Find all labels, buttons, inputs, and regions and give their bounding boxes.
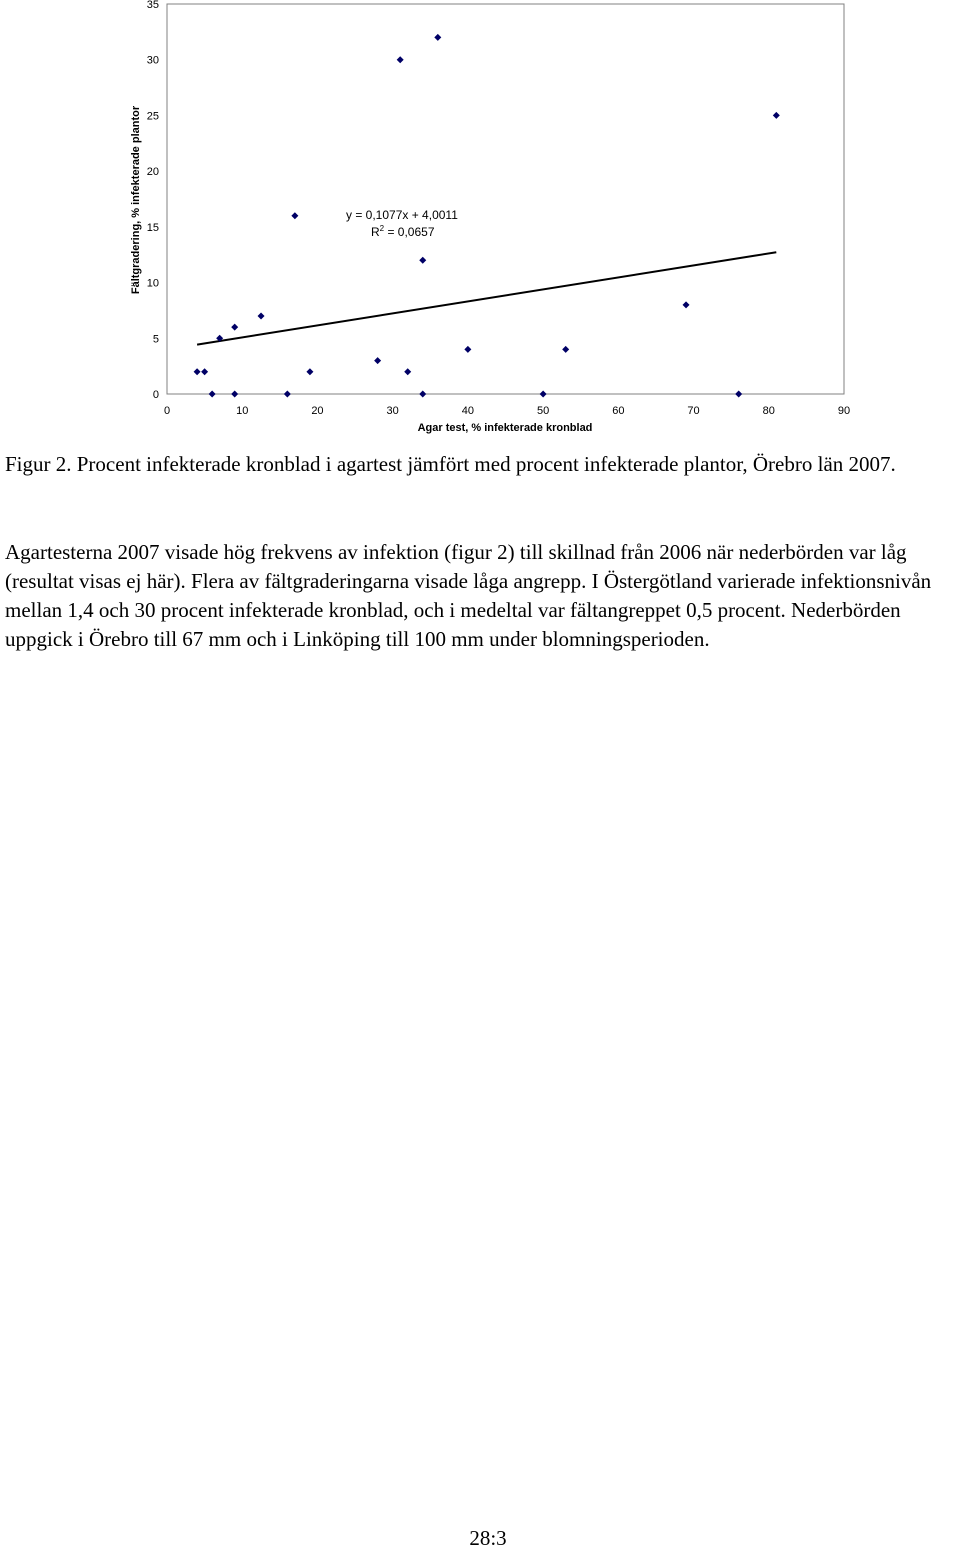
data-point: [735, 391, 742, 398]
y-tick-label: 5: [152, 333, 159, 346]
y-axis-title: Fältgradering, % infekterade plantor: [130, 105, 142, 295]
y-tick-label: 25: [146, 110, 159, 123]
chart-svg: [0, 0, 960, 440]
x-tick-label: 90: [837, 405, 851, 417]
data-point: [404, 368, 411, 375]
plot-area-frame: [167, 4, 844, 394]
data-point: [194, 368, 201, 375]
body-paragraph: Agartesterna 2007 visade hög frekvens av infektion (figur 2) till skillnad från 2006 när nederbörden var låg (resultat visas ej här). Flera av fältgraderingarna visade låga angrepp. I Östergötland varierade infektionsnivån mellan 1,4 och 30 procent infekterade kronblad, och i medeltal var fältangreppet 0,5 procent. Nederbörden uppgick i Örebro till 67 mm och i Linköping till 100 mm under blomningsperioden.: [5, 540, 932, 651]
x-tick-label: 20: [311, 405, 324, 417]
y-tick-label: 10: [146, 277, 159, 290]
x-tick-label: 0: [163, 405, 171, 417]
scatter-chart: [0, 0, 960, 440]
data-point: [562, 346, 569, 353]
data-point: [419, 257, 426, 264]
data-point: [258, 313, 265, 320]
data-point: [201, 368, 208, 375]
data-point: [231, 324, 238, 331]
x-axis-title: Agar test, % infekterade kronblad: [417, 422, 593, 434]
data-point: [284, 391, 291, 398]
y-tick-label: 35: [146, 0, 159, 11]
data-point: [434, 34, 441, 41]
r-squared-label: $R^2 = 0,0657$: [371, 224, 435, 239]
data-point: [773, 112, 780, 119]
data-point: [209, 391, 216, 398]
y-tick-label: 20: [146, 166, 159, 179]
data-points: [194, 34, 780, 398]
y-tick-label: 15: [146, 221, 159, 234]
regression-equation: y = 0,1077x + 4,0011: [346, 208, 458, 222]
data-point: [419, 391, 426, 398]
x-tick-label: 40: [461, 405, 475, 417]
data-point: [231, 391, 238, 398]
x-tick-label: 60: [612, 405, 625, 417]
x-axis-ticks: [164, 405, 850, 417]
y-tick-label: 30: [146, 54, 159, 67]
data-point: [374, 357, 381, 364]
y-axis-ticks: [147, 0, 159, 401]
x-tick-label: 10: [236, 405, 249, 417]
x-tick-label: 80: [762, 405, 775, 417]
data-point: [291, 212, 298, 219]
x-tick-label: 50: [536, 405, 550, 417]
x-tick-label: 70: [687, 405, 700, 417]
data-point: [464, 346, 471, 353]
x-tick-label: 30: [386, 405, 399, 417]
data-point: [540, 391, 547, 398]
data-point: [683, 301, 690, 308]
page-number: 28:3: [469, 1526, 507, 1550]
data-point: [306, 368, 313, 375]
y-tick-label: 0: [152, 389, 159, 401]
trendline: [197, 252, 776, 344]
figure-caption: Figur 2. Procent infekterade kronblad i agartest jämfört med procent infekterade plantor, Örebro län 2007.: [5, 452, 896, 476]
data-point: [397, 56, 404, 63]
